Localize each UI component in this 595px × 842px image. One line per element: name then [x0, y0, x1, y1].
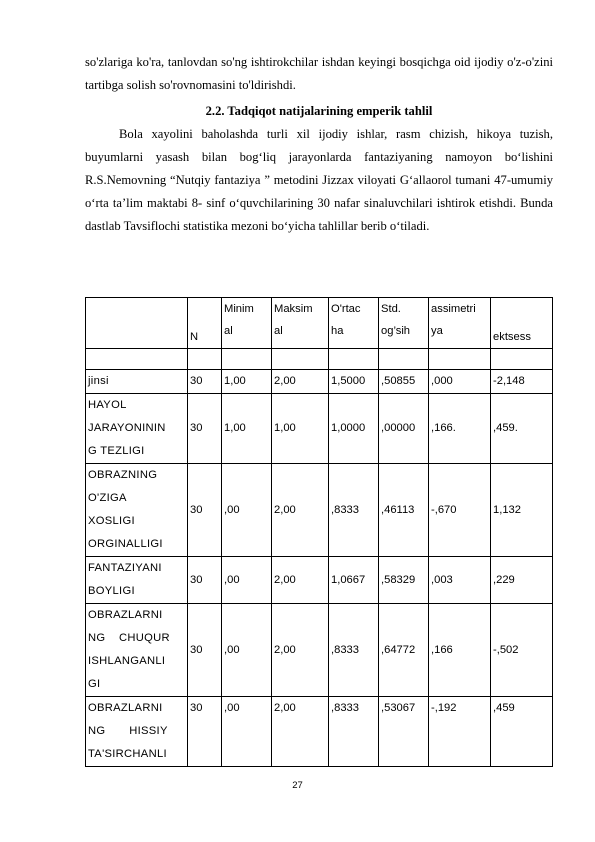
table-cell: 30 [188, 697, 222, 767]
table-cell: 1,0000 [329, 394, 379, 464]
table-cell: ,8333 [329, 697, 379, 767]
column-header-line: O'rtac [331, 303, 361, 315]
table-cell: ,459. [491, 394, 553, 464]
table-row [86, 604, 553, 697]
column-header-line: al [224, 325, 233, 337]
table-cell: ,00 [222, 697, 272, 767]
table-cell: ,53067 [379, 697, 429, 767]
body-paragraph: Bola xayolini baholashda turli xil ijodiy ishlar, rasm chizish, hikoya tuzish, buyumlarni yasash bilan bog‘liq jarayonlarda fantaziyaning namoyon bo‘lishini R.S.Nemovning “Nutqiy fantaziya ” metodini Jizzax viloyati G‘allaorol tumani 47-umumiy o‘rta ta’lim maktabi 8- sinf o‘quvchilarining 30 nafar sinaluvchilari ishtirok etishdi. Bunda dastlab Tavsiflochi statistika mezoni bo‘yicha tahlillar berib o‘tiladi. [85, 127, 553, 233]
intro-paragraph: so'zlariga ko'ra, tanlovdan so'ng ishtirokchilar ishdan keyingi bosqichga oid ijodiy o'z-o'zini tartibga solish so'rovnomasini to'ldirishdi. [85, 55, 553, 92]
row-label [86, 697, 188, 767]
table-cell: 2,00 [272, 557, 329, 604]
row-label-line: HAYOL [88, 399, 127, 411]
table-cell: -2,148 [491, 370, 553, 394]
section-heading: 2.2. Tadqiqot natijalarining emperik tahlil [205, 104, 433, 118]
table-cell: ,000 [429, 370, 491, 394]
row-label-line: OBRAZNING [88, 469, 158, 481]
table-cell: ,166. [429, 394, 491, 464]
table-cell: ,00 [222, 604, 272, 697]
row-label [86, 394, 188, 464]
table-cell: ,00 [222, 557, 272, 604]
table-cell: 1,00 [222, 370, 272, 394]
row-label-line: NG HISSIY [88, 725, 168, 737]
table-cell: ,50855 [379, 370, 429, 394]
table-cell: ,64772 [379, 604, 429, 697]
table-cell: -,670 [429, 464, 491, 557]
column-header-3 [272, 298, 329, 349]
row-label-line: XOSLIGI [88, 515, 135, 527]
column-header-line: al [274, 325, 283, 337]
column-header-line: Minim [224, 303, 254, 315]
table-cell: -,502 [491, 604, 553, 697]
column-header-5 [379, 298, 429, 349]
table-cell: -,192 [429, 697, 491, 767]
row-label [86, 557, 188, 604]
row-label-line: OBRAZLARNI [88, 702, 163, 714]
table-cell: ,46113 [379, 464, 429, 557]
table-cell: 1,5000 [329, 370, 379, 394]
table-body [86, 370, 553, 767]
column-header-2 [222, 298, 272, 349]
row-label-line: ISHLANGANLI [88, 655, 166, 667]
table-spacer-row [86, 349, 553, 370]
table-cell: ,00 [222, 464, 272, 557]
table-cell: 2,00 [272, 604, 329, 697]
table-cell: ,8333 [329, 464, 379, 557]
table-cell: 30 [188, 604, 222, 697]
table-row [86, 697, 553, 767]
column-header-line: N [190, 331, 199, 343]
page-number: 27 [292, 780, 303, 791]
table-cell: 2,00 [272, 464, 329, 557]
row-label-line: BOYLIGI [88, 585, 135, 597]
column-header-line: og’sih [381, 325, 411, 337]
table-row [86, 557, 553, 604]
row-label-line: OBRAZLARNI [88, 609, 163, 621]
column-header-0 [86, 298, 188, 349]
table-cell: ,8333 [329, 604, 379, 697]
column-header-4 [329, 298, 379, 349]
column-header-1 [188, 298, 222, 349]
table-cell: 2,00 [272, 370, 329, 394]
column-header-line: Maksim [274, 303, 313, 315]
table-cell: 30 [188, 370, 222, 394]
table-cell: 1,00 [272, 394, 329, 464]
table-cell: 30 [188, 394, 222, 464]
row-label [86, 604, 188, 697]
table-cell: ,58329 [379, 557, 429, 604]
row-label-line: NG CHUQUR [88, 632, 170, 644]
table-row [86, 464, 553, 557]
table-row [86, 394, 553, 464]
table-cell: 2,00 [272, 697, 329, 767]
column-header-line: assimetri [431, 303, 476, 315]
column-header-line: ektsess [493, 331, 531, 343]
column-header-line: ha [331, 325, 344, 337]
row-label-line: TA'SIRCHANLI [88, 748, 167, 760]
column-header-line: Std. [381, 303, 401, 315]
table-cell: ,229 [491, 557, 553, 604]
table-cell: 30 [188, 464, 222, 557]
row-label-line: O'ZIGA [88, 492, 127, 504]
row-label-line: JARAYONININ [88, 422, 166, 434]
column-header-line: ya [431, 325, 443, 337]
column-header-7 [491, 298, 553, 349]
table-cell: 1,0667 [329, 557, 379, 604]
row-label-line: jinsi [88, 375, 109, 387]
table-cell: 1,00 [222, 394, 272, 464]
row-label-line: ORGINALLIGI [88, 538, 163, 550]
descriptive-statistics-table [85, 297, 553, 767]
table-cell: 1,132 [491, 464, 553, 557]
table-cell: ,00000 [379, 394, 429, 464]
row-label [86, 370, 188, 394]
table-cell: ,459 [491, 697, 553, 767]
row-label-line: GI [88, 678, 101, 690]
table-cell: ,166 [429, 604, 491, 697]
table-row [86, 370, 553, 394]
row-label-line: FANTAZIYANI [88, 562, 162, 574]
table-cell: 30 [188, 557, 222, 604]
table-cell: ,003 [429, 557, 491, 604]
column-header-6 [429, 298, 491, 349]
row-label-line: G TEZLIGI [88, 445, 145, 457]
table-header-row [86, 298, 553, 349]
row-label [86, 464, 188, 557]
